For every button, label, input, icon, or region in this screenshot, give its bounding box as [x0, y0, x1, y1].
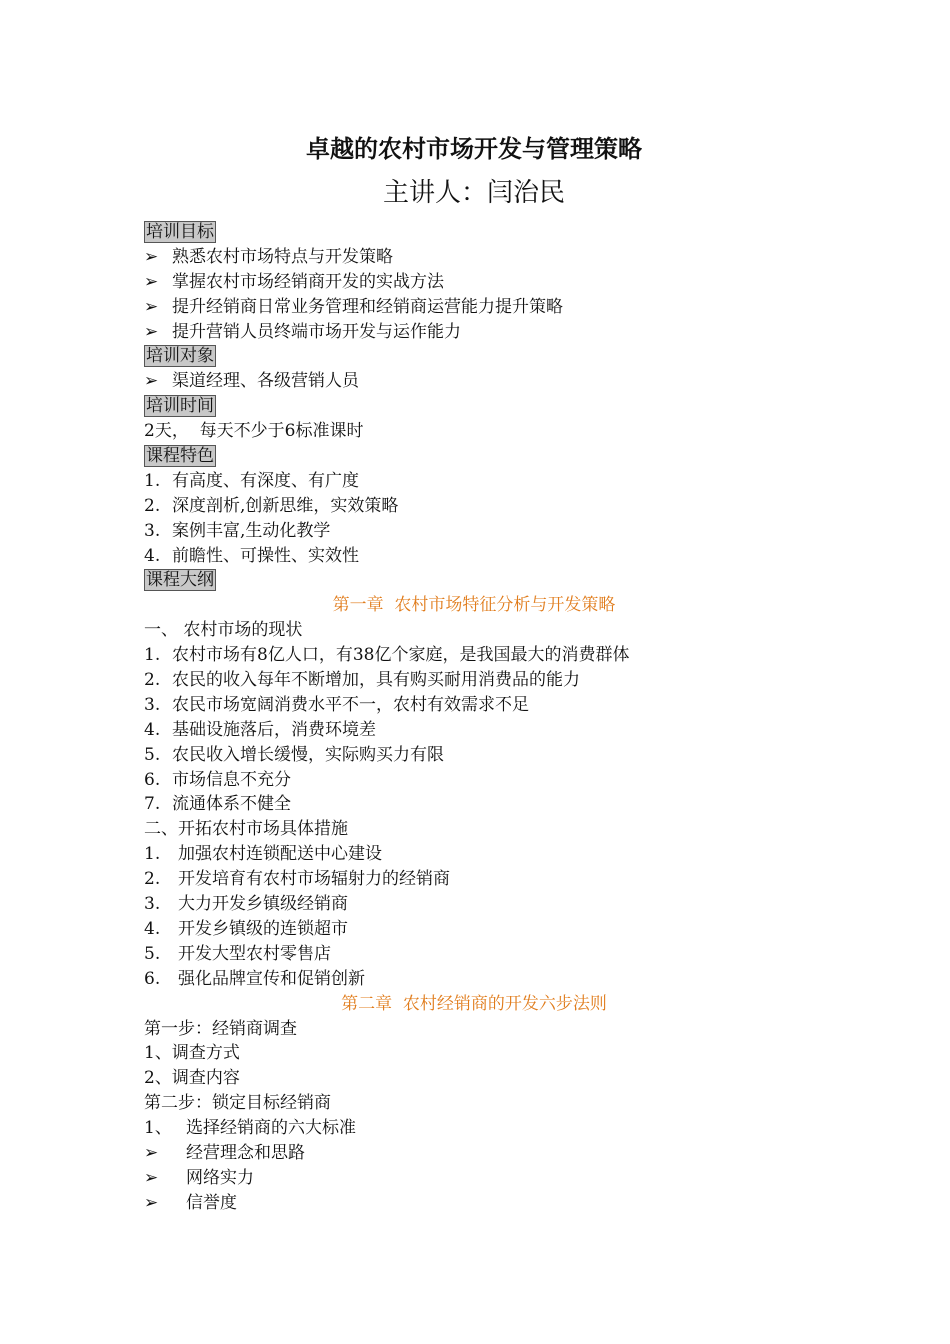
bullet-arrow-icon: ➢ [144, 321, 159, 342]
section-label-outline: 课程大纲 [146, 570, 214, 591]
list-item: 3. 大力开发乡镇级经销商 [144, 894, 348, 915]
section-goals [144, 220, 804, 245]
bullet-arrow-icon: ➢ [144, 371, 159, 392]
chapter-1-part-2-heading: 二、开拓农村市场具体措施 [144, 819, 348, 840]
section-outline [144, 568, 804, 593]
step-1-heading: 第一步：经销商调查 [144, 1018, 297, 1039]
list-item: 1. 农村市场有8亿人口，有38亿个家庭，是我国最大的消费群体 [144, 645, 630, 666]
training-time-text: 2天， 每天不少于6标准课时 [144, 421, 364, 442]
list-item: ➢ 提升营销人员终端市场开发与运作能力 [144, 320, 804, 345]
list-item: 4. 基础设施落后，消费环境差 [144, 719, 376, 740]
list-item: 3. 农民市场宽阔消费水平不一，农村有效需求不足 [144, 694, 529, 715]
list-item: 1. 加强农村连锁配送中心建设 [144, 844, 382, 865]
section-label-time: 培训时间 [146, 396, 214, 417]
list-item: ➢ 经营理念和思路 [144, 1141, 804, 1166]
bullet-arrow-icon: ➢ [144, 271, 159, 292]
section-features [144, 444, 804, 469]
list-item: 3. 案例丰富,生动化教学 [144, 520, 331, 541]
document-page [144, 130, 804, 1216]
list-item: 7. 流通体系不健全 [144, 794, 291, 815]
list-item: 4. 开发乡镇级的连锁超市 [144, 918, 348, 939]
list-item: 5. 农民收入增长缓慢，实际购买力有限 [144, 744, 444, 765]
section-label-audience: 培训对象 [146, 346, 214, 367]
bullet-arrow-icon: ➢ [144, 1192, 159, 1213]
list-item: ➢ 掌握农村市场经销商开发的实战方法 [144, 270, 804, 295]
list-item: 2. 开发培育有农村市场辐射力的经销商 [144, 869, 450, 890]
list-item: 4. 前瞻性、可操性、实效性 [144, 545, 359, 566]
list-item: ➢ 网络实力 [144, 1166, 804, 1191]
chapter-1-part-1-heading: 一、 农村市场的现状 [144, 620, 303, 641]
list-item: 6. 市场信息不充分 [144, 769, 291, 790]
chapter-2-title: 第二章 农村经销商的开发六步法则 [341, 993, 607, 1014]
section-time [144, 394, 804, 419]
list-item: 2. 深度剖析,创新思维，实效策略 [144, 495, 399, 516]
list-item: 2、调查内容 [144, 1068, 240, 1089]
chapter-1-title: 第一章 农村市场特征分析与开发策略 [332, 595, 616, 616]
bullet-arrow-icon: ➢ [144, 246, 159, 267]
list-item: 5. 开发大型农村零售店 [144, 943, 331, 964]
list-item: ➢ 熟悉农村市场特点与开发策略 [144, 245, 804, 270]
document-title: 卓越的农村市场开发与管理策略 [306, 134, 642, 163]
section-label-features: 课程特色 [146, 446, 214, 467]
lecturer-line: 主讲人：闫治民 [382, 178, 565, 208]
bullet-arrow-icon: ➢ [144, 296, 159, 317]
list-item: 2. 农民的收入每年不断增加，具有购买耐用消费品的能力 [144, 670, 580, 691]
bullet-arrow-icon: ➢ [144, 1142, 159, 1163]
list-item: 1、 选择经销商的六大标准 [144, 1118, 356, 1139]
list-item: ➢ 渠道经理、各级营销人员 [144, 369, 804, 394]
list-item: 1、调查方式 [144, 1043, 240, 1064]
section-label-goals: 培训目标 [146, 222, 214, 242]
list-item: 6. 强化品牌宣传和促销创新 [144, 968, 365, 989]
list-item: ➢ 信誉度 [144, 1191, 804, 1216]
section-audience [144, 344, 804, 369]
list-item: 1. 有高度、有深度、有广度 [144, 470, 359, 491]
bullet-arrow-icon: ➢ [144, 1167, 159, 1188]
step-2-heading: 第二步：锁定目标经销商 [144, 1093, 331, 1114]
list-item: ➢ 提升经销商日常业务管理和经销商运营能力提升策略 [144, 295, 804, 320]
